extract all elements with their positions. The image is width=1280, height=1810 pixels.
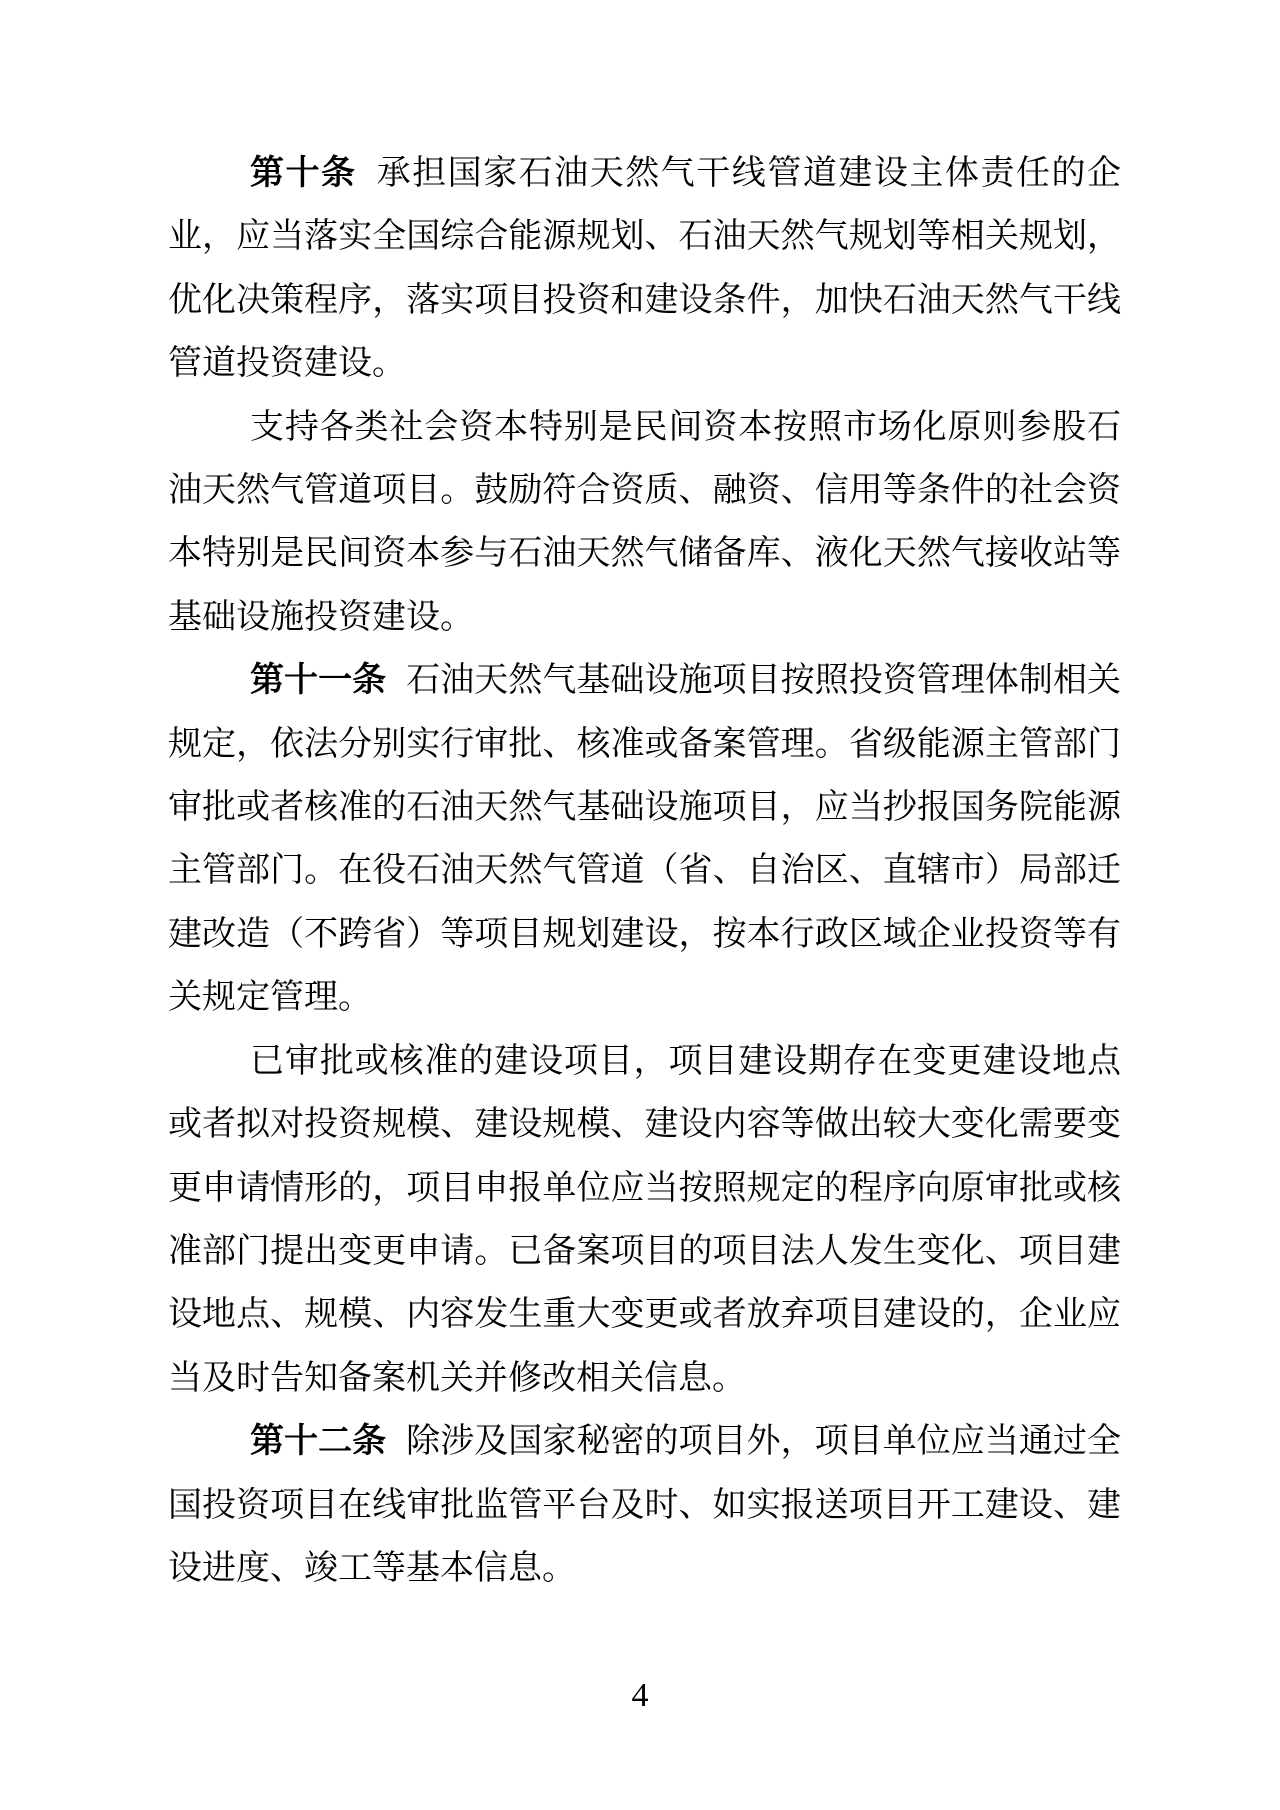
- article-text: 已审批或核准的建设项目，项目建设期存在变更建设地点或者拟对投资规模、建设规模、建设内容等做出较大变化需要变更申请情形的，项目申报单位应当按照规定的程序向原审批或核准部门提出变更申请。已备案项目的项目法人发生变化、项目建设地点、规模、内容发生重大变更或者放弃项目建设的，企业应当及时告知备案机关并修改相关信息。: [168, 1042, 1121, 1397]
- article-text: 石油天然气基础设施项目按照投资管理体制相关规定，依法分别实行审批、核准或备案管理。省级能源主管部门审批或者核准的石油天然气基础设施项目，应当抄报国务院能源主管部门。在役石油天然气管道（省、自治区、直辖市）局部迁建改造（不跨省）等项目规划建设，按本行政区域企业投资等有关规定管理。: [168, 662, 1122, 1017]
- article-number-label: 第十一条: [250, 661, 387, 700]
- article-paragraph: [168, 1030, 1121, 1410]
- article-text: 承担国家石油天然气干线管道建设主体责任的企业，应当落实全国综合能源规划、石油天然气规划等相关规划，优化决策程序，落实项目投资和建设条件，加快石油天然气干线管道投资建设。: [168, 155, 1122, 383]
- article-paragraph: [168, 142, 1121, 396]
- page-number: 4: [631, 1677, 649, 1714]
- document-text-block: [168, 142, 1121, 1600]
- article-text: 除涉及国家秘密的项目外，项目单位应当通过全国投资项目在线审批监管平台及时、如实报送项目开工建设、建设进度、竣工等基本信息。: [168, 1423, 1122, 1587]
- article-number-label: 第十条: [250, 154, 357, 192]
- article-text: 支持各类社会资本特别是民间资本按照市场化原则参股石油天然气管道项目。鼓励符合资质、融资、信用等条件的社会资本特别是民间资本参与石油天然气储备库、液化天然气接收站等基础设施投资建设。: [168, 408, 1121, 636]
- article-paragraph: [168, 396, 1121, 650]
- article-paragraph: [168, 1410, 1121, 1600]
- article-number-label: 第十二条: [250, 1422, 387, 1461]
- article-paragraph: [168, 649, 1121, 1029]
